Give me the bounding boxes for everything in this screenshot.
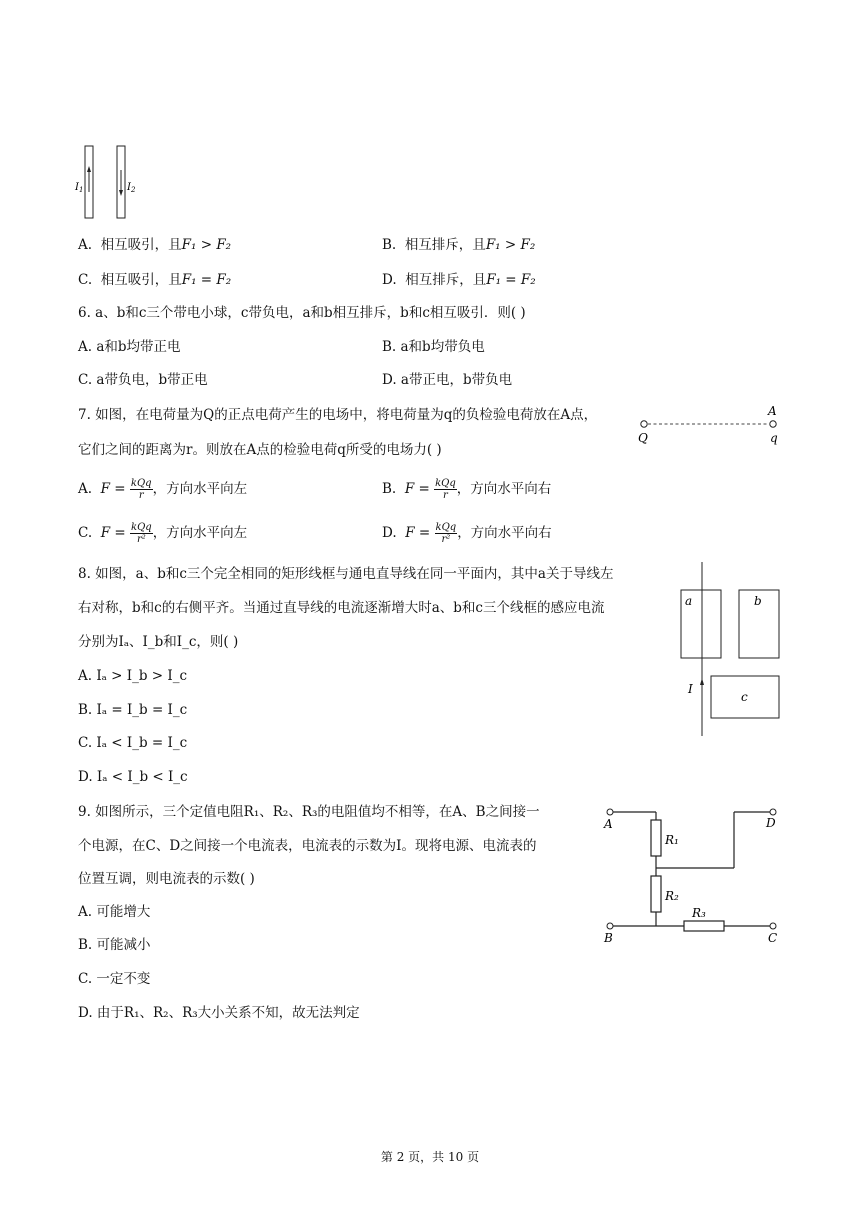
q7-stem-line1: 7. 如图，在电荷量为Q的正点电荷产生的电场中，将电荷量为q的负检验电荷放在A点，: [78, 407, 598, 423]
label-i1: $I_1$: [75, 182, 84, 194]
label-r2: R₂: [665, 889, 679, 903]
q6-option-c[interactable]: C. a带负电，b带正电: [78, 372, 208, 388]
label-coil-c: c: [741, 690, 748, 704]
q8-stem-line3: 分别为Iₐ、I_b和I_c，则( ): [78, 634, 239, 650]
fraction: $\frac{\text{kQq}}{r}$: [435, 478, 456, 501]
label-terminal-a: A: [604, 817, 613, 831]
q9-stem-line2: 个电源，在C、D之间接一个电流表，电流表的示数为I。现将电源、电流表的: [78, 838, 537, 854]
q9-option-b[interactable]: B. 可能减小: [78, 937, 151, 953]
q9-option-d[interactable]: D. 由于R₁、R₂、R₃大小关系不知，故无法判定: [78, 1005, 360, 1021]
q6-stem: 6. a、b和c三个带电小球，c带负电，a和b相互排斥，b和c相互吸引．则( ): [78, 305, 526, 321]
label-q-test: q: [770, 431, 778, 445]
label-i2: $I_2$: [127, 182, 136, 194]
q8-option-c[interactable]: C. Iₐ < I_b = I_c: [78, 735, 188, 751]
q5-option-b[interactable]: B. 相互排斥，且F₁ > F₂: [382, 237, 536, 253]
label-terminal-d: D: [766, 816, 776, 830]
q7-option-d[interactable]: D. F = $\frac{\text{kQq}}{\text{r²}}$ ，方向水平向右: [382, 522, 552, 545]
label-terminal-b: B: [604, 931, 613, 945]
q8-option-b[interactable]: B. Iₐ = I_b = I_c: [78, 702, 188, 718]
q9-stem-line3: 位置互调，则电流表的示数( ): [78, 871, 255, 887]
q7-stem-line2: 它们之间的距离为r。则放在A点的检验电荷q所受的电场力( ): [78, 442, 442, 458]
label-r1: R₁: [665, 833, 679, 847]
q5-parallel-wires-figure: [72, 142, 142, 222]
q5-option-d[interactable]: D. 相互排斥，且F₁ = F₂: [382, 272, 536, 288]
label-current-i: I: [688, 682, 693, 696]
page-footer: 第 2 页，共 10 页: [380, 1150, 480, 1164]
label-coil-a: a: [685, 594, 693, 608]
q9-stem-line1: 9. 如图所示，三个定值电阻R₁、R₂、R₃的电阻值均不相等，在A、B之间接一: [78, 804, 540, 820]
q7-option-c[interactable]: C. F = $\frac{\text{kQq}}{\text{r²}}$ ，方向水平向左: [78, 522, 248, 545]
label-q-source: Q: [638, 431, 648, 445]
label-point-a: A: [768, 404, 777, 418]
q9-option-c[interactable]: C. 一定不变: [78, 971, 151, 987]
q7-option-a[interactable]: A. F = $\frac{\text{kQq}}{r}$ ，方向水平向左: [78, 478, 248, 501]
q8-coils-wire-figure: [672, 560, 792, 740]
q5-option-c[interactable]: C. 相互吸引，且F₁ = F₂: [78, 272, 232, 288]
fraction: $\frac{\text{kQq}}{r}$: [130, 478, 152, 501]
q8-option-d[interactable]: D. Iₐ < I_b < I_c: [78, 769, 188, 785]
label-r3: R₃: [692, 906, 706, 920]
q9-option-a[interactable]: A. 可能增大: [78, 904, 151, 920]
fraction: $\frac{\text{kQq}}{\text{r²}}$: [131, 522, 152, 545]
q6-option-b[interactable]: B. a和b均带负电: [382, 339, 485, 355]
q8-option-a[interactable]: A. Iₐ > I_b > I_c: [78, 668, 188, 684]
label-terminal-c: C: [768, 931, 778, 945]
q8-stem-line2: 右对称，b和c的右侧平齐。当通过直导线的电流逐渐增大时a、b和c三个线框的感应电流: [78, 600, 605, 616]
q6-option-d[interactable]: D. a带正电，b带负电: [382, 372, 513, 388]
q5-option-a[interactable]: A. 相互吸引，且F₁ > F₂: [78, 237, 232, 253]
q8-stem-line1: 8. 如图，a、b和c三个完全相同的矩形线框与通电直导线在同一平面内，其中a关于导线左: [78, 566, 614, 582]
q7-option-b[interactable]: B. F = $\frac{\text{kQq}}{r}$ ，方向水平向右: [382, 478, 552, 501]
q7-point-charge-figure: [630, 400, 790, 448]
q9-circuit-figure: [600, 800, 790, 950]
fraction: $\frac{\text{kQq}}{\text{r²}}$: [435, 522, 457, 545]
label-coil-b: b: [754, 594, 762, 608]
q6-option-a[interactable]: A. a和b均带正电: [78, 339, 181, 355]
